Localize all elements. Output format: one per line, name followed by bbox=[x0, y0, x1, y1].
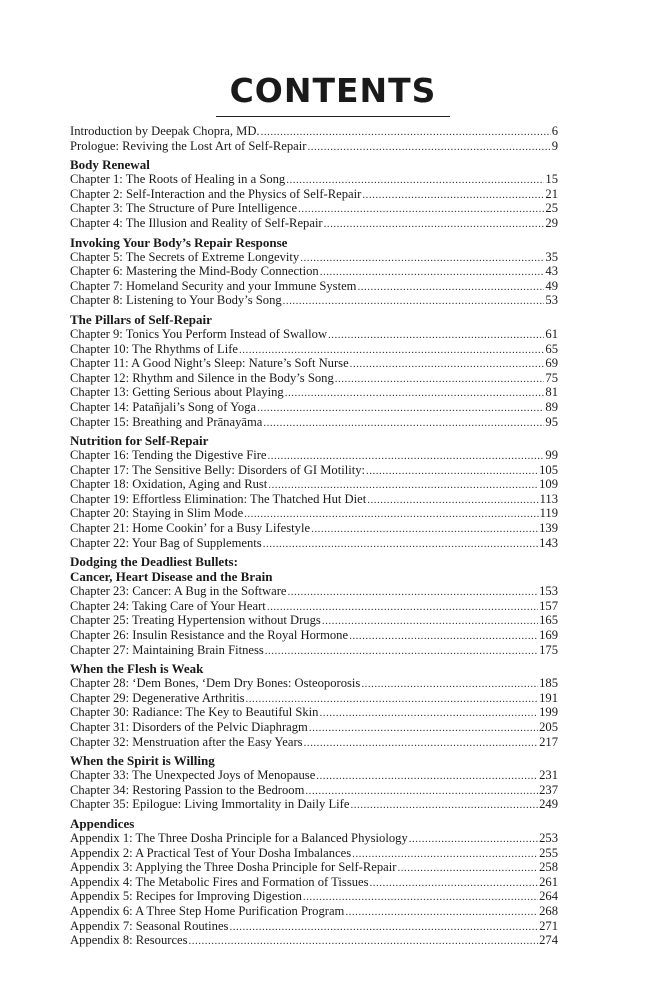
toc-page-number: 271 bbox=[539, 918, 558, 933]
dot-leader bbox=[265, 644, 538, 658]
toc-entry[interactable] bbox=[70, 356, 558, 371]
toc-page-number: 205 bbox=[539, 720, 558, 734]
toc-entry[interactable] bbox=[70, 904, 558, 919]
section-heading: Nutrition for Self-Repair bbox=[70, 433, 209, 449]
toc-page-number: 43 bbox=[545, 264, 558, 279]
toc-entry[interactable] bbox=[70, 385, 558, 400]
dot-leader bbox=[370, 876, 539, 890]
dot-leader bbox=[285, 386, 545, 400]
page-title: CONTENTS bbox=[216, 70, 451, 117]
toc-entry-label: Chapter 6: Mastering the Mind-Body Connection bbox=[70, 264, 319, 279]
toc-entry-label: Chapter 5: The Secrets of Extreme Longevity bbox=[70, 249, 300, 264]
toc-page-number: 255 bbox=[539, 845, 558, 860]
toc-page-number: 109 bbox=[539, 477, 558, 492]
toc-entry[interactable] bbox=[70, 933, 558, 948]
dot-leader bbox=[283, 294, 545, 308]
toc-entry[interactable] bbox=[70, 187, 558, 202]
dot-leader bbox=[361, 677, 538, 691]
toc-page-number: 264 bbox=[539, 889, 558, 904]
dot-leader bbox=[409, 832, 538, 846]
toc-page-number: 6 bbox=[551, 124, 558, 138]
toc-page-number: 113 bbox=[539, 491, 558, 506]
toc-entry-label: Chapter 14: Patañjali’s Song of Yoga bbox=[70, 399, 257, 414]
section-heading: When the Spirit is Willing bbox=[70, 753, 215, 769]
toc-entry[interactable] bbox=[70, 797, 558, 812]
toc-entry[interactable] bbox=[70, 279, 558, 294]
toc-page-number: 81 bbox=[545, 385, 558, 400]
toc-entry-label: Chapter 21: Home Cookin’ for a Busy Lifestyle bbox=[70, 521, 311, 536]
title-wrap bbox=[0, 70, 666, 117]
toc-entry[interactable] bbox=[70, 201, 558, 216]
toc-entry-label: Chapter 24: Taking Care of Your Heart bbox=[70, 598, 266, 613]
toc-page-number: 217 bbox=[539, 734, 558, 749]
toc-entry[interactable] bbox=[70, 371, 558, 386]
dot-leader bbox=[288, 585, 539, 599]
toc-entry[interactable] bbox=[70, 448, 558, 463]
toc-entry-label: Chapter 10: The Rhythms of Life bbox=[70, 341, 239, 356]
toc-entry-label: Appendix 5: Recipes for Improving Digestion bbox=[70, 889, 302, 904]
toc-entry[interactable] bbox=[70, 768, 558, 783]
dot-leader bbox=[244, 507, 538, 521]
toc-entry-label: Chapter 34: Restoring Passion to the Bedroom bbox=[70, 782, 305, 797]
toc-page-number: 199 bbox=[539, 705, 558, 720]
toc-entry-label: Chapter 29: Degenerative Arthritis bbox=[70, 690, 245, 705]
toc-entry[interactable] bbox=[70, 172, 558, 187]
toc-page-number: 231 bbox=[539, 768, 558, 783]
toc-page-number: 9 bbox=[551, 138, 558, 153]
toc-page-number: 143 bbox=[539, 535, 558, 550]
toc-entry[interactable] bbox=[70, 492, 558, 507]
toc-page-number: 258 bbox=[539, 860, 558, 875]
toc-page-number: 99 bbox=[545, 448, 558, 463]
toc-page-number: 139 bbox=[539, 521, 558, 536]
dot-leader bbox=[305, 784, 538, 798]
toc-entry[interactable] bbox=[70, 521, 558, 536]
toc-page-number: 191 bbox=[539, 690, 558, 705]
toc-page-number: 61 bbox=[545, 326, 558, 341]
toc-entry-label: Chapter 30: Radiance: The Key to Beautiful Skin bbox=[70, 705, 319, 720]
toc-entry-label: Chapter 13: Getting Serious about Playing bbox=[70, 385, 284, 400]
toc-entry-label: Chapter 17: The Sensitive Belly: Disorders of GI Motility: bbox=[70, 462, 365, 477]
toc-entry-label: Chapter 1: The Roots of Healing in a Song bbox=[70, 172, 286, 187]
toc-page-number: 185 bbox=[539, 676, 558, 691]
toc-entry-label: Appendix 3: Applying the Three Dosha Principle for Self-Repair bbox=[70, 860, 397, 875]
dot-leader bbox=[268, 449, 545, 463]
toc-entry-label: Chapter 7: Homeland Security and your Immune System bbox=[70, 278, 357, 293]
toc-entry[interactable] bbox=[70, 327, 558, 342]
dot-leader bbox=[328, 328, 544, 342]
dot-leader bbox=[319, 706, 538, 720]
toc-entry[interactable] bbox=[70, 628, 558, 643]
toc-entry-label: Chapter 9: Tonics You Perform Instead of Swallow bbox=[70, 326, 328, 341]
toc-entry[interactable] bbox=[70, 643, 558, 658]
dot-leader bbox=[303, 890, 538, 904]
toc-page-number: 249 bbox=[539, 797, 558, 812]
dot-leader bbox=[311, 522, 538, 536]
toc-entry[interactable] bbox=[70, 676, 558, 691]
dot-leader bbox=[300, 251, 544, 265]
toc-page-number: 25 bbox=[545, 201, 558, 216]
dot-leader bbox=[239, 343, 544, 357]
dot-leader bbox=[350, 357, 545, 371]
toc-entry-label: Appendix 4: The Metabolic Fires and Formation of Tissues bbox=[70, 874, 369, 889]
toc-entry-label: Chapter 2: Self-Interaction and the Physics of Self-Repair bbox=[70, 186, 362, 201]
toc-page-number: 165 bbox=[539, 613, 558, 628]
toc-page-number: 268 bbox=[539, 903, 558, 918]
toc-entry[interactable] bbox=[70, 415, 558, 430]
toc-entry-label: Chapter 19: Effortless Elimination: The Thatched Hut Diet bbox=[70, 491, 367, 506]
toc-page-number: 65 bbox=[545, 341, 558, 356]
dot-leader bbox=[257, 401, 544, 415]
toc-entry[interactable] bbox=[70, 400, 558, 415]
dot-leader bbox=[350, 798, 538, 812]
toc-entry-label: Chapter 8: Listening to Your Body’s Song bbox=[70, 293, 282, 308]
toc-page-number: 35 bbox=[545, 249, 558, 264]
toc-page-number: 21 bbox=[545, 186, 558, 201]
toc-entry-label: Chapter 33: The Unexpected Joys of Menopause bbox=[70, 768, 316, 783]
dot-leader bbox=[362, 188, 544, 202]
toc-entry-label: Chapter 3: The Structure of Pure Intelligence bbox=[70, 201, 298, 216]
toc-entry[interactable] bbox=[70, 720, 558, 735]
toc-entry-label: Chapter 28: ‘Dem Bones, ‘Dem Dry Bones: Osteoporosis bbox=[70, 676, 361, 691]
toc-entry[interactable] bbox=[70, 139, 558, 154]
dot-leader bbox=[304, 736, 539, 750]
toc-entry[interactable] bbox=[70, 216, 558, 231]
toc-entry-label: Chapter 11: A Good Night’s Sleep: Nature’s Soft Nurse bbox=[70, 356, 349, 371]
toc-entry-label: Chapter 26: Insulin Resistance and the Royal Hormone bbox=[70, 628, 349, 643]
toc-page-number: 95 bbox=[545, 414, 558, 429]
toc-page-number: 75 bbox=[545, 370, 558, 385]
dot-leader bbox=[335, 372, 545, 386]
dot-leader bbox=[345, 905, 538, 919]
dot-leader bbox=[349, 629, 538, 643]
toc-entry[interactable] bbox=[70, 705, 558, 720]
toc-entry-label: Chapter 18: Oxidation, Aging and Rust bbox=[70, 477, 268, 492]
section-heading: Body Renewal bbox=[70, 157, 150, 173]
toc-entry-label: Appendix 2: A Practical Test of Your Dosha Imbalances bbox=[70, 845, 352, 860]
toc-entry[interactable] bbox=[70, 599, 558, 614]
dot-leader bbox=[263, 537, 538, 551]
toc-entry-label: Chapter 16: Tending the Digestive Fire bbox=[70, 448, 267, 463]
toc-entry[interactable] bbox=[70, 293, 558, 308]
dot-leader bbox=[320, 265, 545, 279]
dot-leader bbox=[267, 600, 538, 614]
toc-entry[interactable] bbox=[70, 783, 558, 798]
toc-page-number: 53 bbox=[545, 293, 558, 308]
toc-entry-label: Chapter 35: Epilogue: Living Immortality in Daily Life bbox=[70, 797, 350, 812]
dot-leader bbox=[397, 861, 538, 875]
toc-entry-label: Chapter 31: Disorders of the Pelvic Diaphragm bbox=[70, 720, 308, 734]
dot-leader bbox=[322, 614, 538, 628]
dot-leader bbox=[268, 478, 538, 492]
section-heading: The Pillars of Self-Repair bbox=[70, 311, 212, 327]
toc-entry[interactable] bbox=[70, 919, 558, 934]
dot-leader bbox=[367, 493, 538, 507]
section-heading: Appendices bbox=[70, 815, 135, 831]
toc-entry-label: Appendix 8: Resources bbox=[70, 933, 188, 948]
toc-entry[interactable] bbox=[70, 264, 558, 279]
toc-page-number: 89 bbox=[545, 399, 558, 414]
toc-page-number: 175 bbox=[539, 642, 558, 657]
toc-entry[interactable] bbox=[70, 875, 558, 890]
toc-entry[interactable] bbox=[70, 846, 558, 861]
dot-leader bbox=[307, 140, 550, 154]
toc-entry-label: Chapter 25: Treating Hypertension without Drugs bbox=[70, 613, 321, 628]
toc-entry-label: Chapter 20: Staying in Slim Mode bbox=[70, 506, 244, 521]
dot-leader bbox=[309, 721, 538, 735]
toc-entry-label: Chapter 23: Cancer: A Bug in the Software bbox=[70, 584, 287, 599]
section-heading: Invoking Your Body’s Repair Response bbox=[70, 234, 288, 250]
toc-entry[interactable] bbox=[70, 463, 558, 478]
toc-page-number: 237 bbox=[539, 782, 558, 797]
toc-entry[interactable] bbox=[70, 691, 558, 706]
section-subheading: Cancer, Heart Disease and the Brain bbox=[70, 569, 273, 585]
toc-page-number: 49 bbox=[545, 278, 558, 293]
toc-entry[interactable] bbox=[70, 124, 558, 139]
toc-page-number: 261 bbox=[539, 874, 558, 889]
dot-leader bbox=[298, 202, 544, 216]
toc-entry-label: Chapter 15: Breathing and Prānayāma bbox=[70, 414, 263, 429]
dot-leader bbox=[366, 464, 538, 478]
toc-page-number: 105 bbox=[539, 462, 558, 477]
toc-entry-label: Prologue: Reviving the Lost Art of Self-Repair bbox=[70, 138, 307, 153]
toc-entry[interactable] bbox=[70, 831, 558, 846]
section-heading: Dodging the Deadliest Bullets: bbox=[70, 554, 238, 570]
toc-entry-label: Chapter 22: Your Bag of Supplements bbox=[70, 535, 262, 550]
dot-leader bbox=[286, 173, 544, 187]
toc-page-number: 253 bbox=[539, 830, 558, 845]
toc-page-number: 153 bbox=[539, 584, 558, 599]
toc-entry[interactable] bbox=[70, 536, 558, 551]
toc-entry-label: Appendix 1: The Three Dosha Principle for a Balanced Physiology bbox=[70, 830, 408, 845]
toc-entry-label: Appendix 6: A Three Step Home Purification Program bbox=[70, 903, 345, 918]
dot-leader bbox=[229, 920, 538, 934]
toc-page-number: 69 bbox=[545, 356, 558, 371]
toc-entry[interactable] bbox=[70, 584, 558, 599]
dot-leader bbox=[352, 847, 538, 861]
dot-leader bbox=[316, 769, 538, 783]
toc-entry[interactable] bbox=[70, 860, 558, 875]
dot-leader bbox=[263, 416, 544, 430]
toc-page-number: 157 bbox=[539, 598, 558, 613]
toc-entry[interactable] bbox=[70, 506, 558, 521]
dot-leader bbox=[357, 280, 544, 294]
toc-entry-label: Chapter 12: Rhythm and Silence in the Body’s Song bbox=[70, 370, 334, 385]
dot-leader bbox=[324, 217, 545, 231]
toc-page-number: 119 bbox=[539, 506, 558, 521]
toc-entry[interactable] bbox=[70, 735, 558, 750]
dot-leader bbox=[189, 934, 539, 948]
toc-entry[interactable] bbox=[70, 889, 558, 904]
toc-entry[interactable] bbox=[70, 613, 558, 628]
section-heading: When the Flesh is Weak bbox=[70, 661, 204, 677]
toc-entry-label: Chapter 32: Menstruation after the Easy Years bbox=[70, 734, 303, 749]
toc-page-number: 29 bbox=[545, 215, 558, 230]
dot-leader bbox=[261, 125, 551, 139]
toc-page-number: 15 bbox=[545, 172, 558, 187]
toc-page-number: 169 bbox=[539, 628, 558, 643]
table-of-contents bbox=[70, 124, 558, 948]
dot-leader bbox=[246, 692, 539, 706]
toc-entry[interactable] bbox=[70, 342, 558, 357]
toc-entry[interactable] bbox=[70, 250, 558, 265]
toc-entry-label: Chapter 27: Maintaining Brain Fitness bbox=[70, 642, 264, 657]
toc-entry-label: Chapter 4: The Illusion and Reality of Self-Repair bbox=[70, 215, 323, 230]
toc-entry[interactable] bbox=[70, 477, 558, 492]
toc-entry-label: Appendix 7: Seasonal Routines bbox=[70, 918, 229, 933]
toc-page-number: 274 bbox=[539, 933, 558, 948]
toc-entry-label: Introduction by Deepak Chopra, MD. bbox=[70, 124, 260, 138]
